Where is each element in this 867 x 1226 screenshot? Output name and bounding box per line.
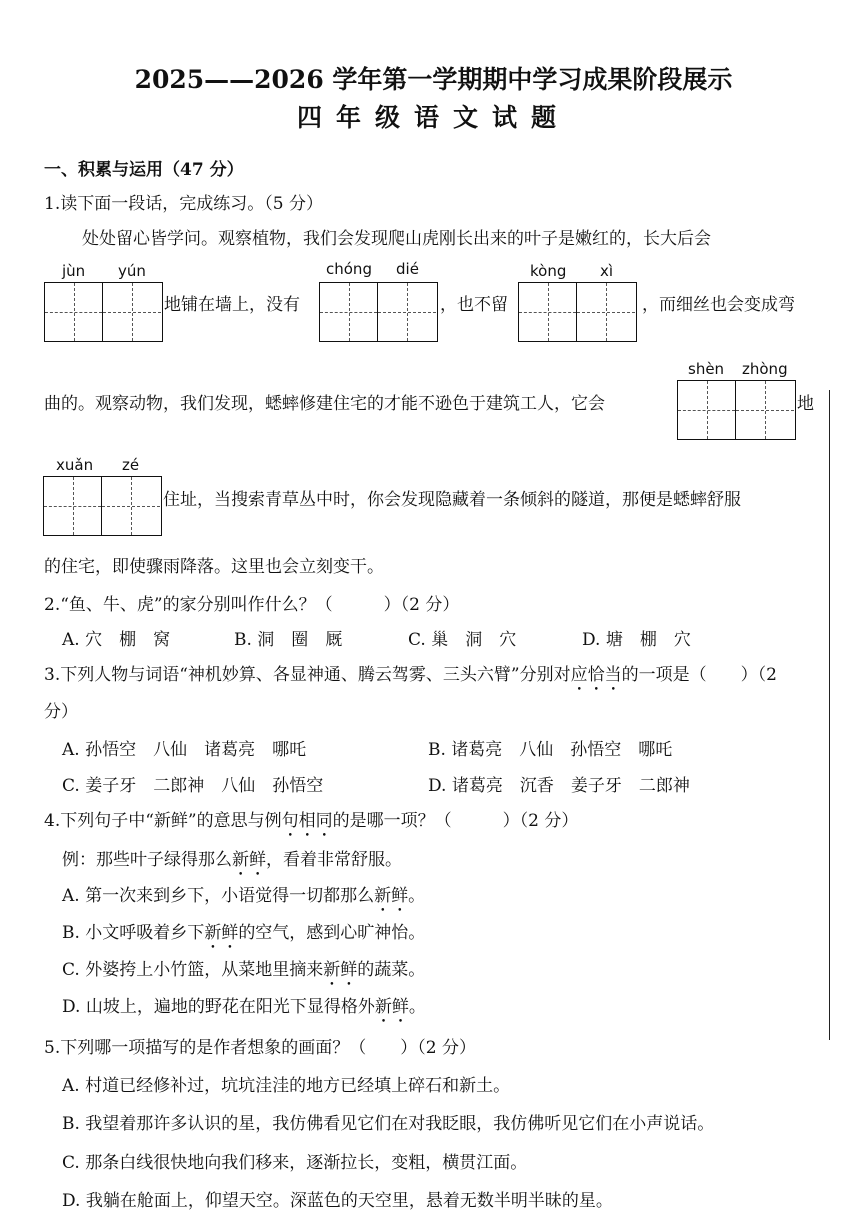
q4-stem-emphasis: 句相同 [281,811,333,831]
answer-box-4[interactable] [677,380,796,440]
char-cell[interactable] [44,477,102,535]
option-emphasis: 新鲜 [374,997,409,1017]
q1-seg3: ，而细丝也会变成弯 [642,295,795,315]
q3-option-b[interactable]: B. 诸葛亮 八仙 孙悟空 哪吒 [428,740,673,760]
q4-example [62,845,402,880]
option-text: 的空气，感到心旷神怡。 [238,923,426,943]
option-text: 的蔬菜。 [357,960,426,980]
q4-option-d[interactable] [62,992,426,1027]
pinyin-xi: xì [600,262,614,280]
answer-box-5[interactable] [43,476,162,536]
q4-stem [44,806,578,841]
pinyin-ze: zé [122,456,140,474]
q2-option-d[interactable]: D. 塘 棚 穴 [582,630,691,650]
section-heading: 一、积累与运用（47 分） [44,160,244,180]
q5-option-a[interactable]: A. 村道已经修补过，坑坑洼洼的地方已经填上碎石和新土。 [62,1076,511,1096]
q2-option-a[interactable]: A. 穴 棚 窝 [62,630,171,650]
q1-seg2: ，也不留 [440,295,508,315]
pinyin-kong: kòng [530,262,567,280]
char-cell[interactable] [378,283,436,341]
q2-option-b[interactable]: B. 洞 圈 厩 [234,630,343,650]
char-cell[interactable] [102,477,160,535]
q3-stem [44,660,777,695]
pinyin-chong: chóng [326,260,372,278]
char-cell[interactable] [577,283,635,341]
page-edge-divider [829,390,830,1040]
answer-box-2[interactable] [319,282,438,342]
exam-subtitle: 四年级语文试题 [296,103,570,132]
pinyin-die: dié [396,260,419,278]
q3-stem-part: 的一项是（ ）（2 [621,665,777,685]
q3-option-a[interactable]: A. 孙悟空 八仙 诸葛亮 哪吒 [62,740,307,760]
q3-option-c[interactable]: C. 姜子牙 二郎神 八仙 孙悟空 [62,776,324,796]
option-emphasis: 新鲜 [323,960,358,980]
char-cell[interactable] [678,381,736,439]
q3-stem-emphasis: 应恰当 [570,665,622,685]
char-cell[interactable] [519,283,577,341]
answer-box-3[interactable] [518,282,637,342]
q1-line3: 曲的。观察动物，我们发现，蟋蟀修建住宅的才能不逊色于建筑工人，它会 [44,394,605,414]
q2-stem: 2.“鱼、牛、虎”的家分别叫作什么？（ ）（2 分） [44,595,460,615]
answer-box-1[interactable] [44,282,163,342]
option-emphasis: 新鲜 [374,886,409,906]
q4-option-b[interactable] [62,918,425,953]
option-text: D. 山坡上，遍地的野花在阳光下显得格外 [62,997,375,1017]
q1-line4: 住址，当搜索青草丛中时，你会发现隐藏着一条倾斜的隧道，那便是蟋蟀舒服 [163,490,741,510]
q4-option-c[interactable] [62,955,425,990]
option-text: B. 小文呼吸着乡下 [62,923,205,943]
q1-line1: 处处留心皆学问。观察植物，我们会发现爬山虎刚长出来的叶子是嫩红的，长大后会 [82,229,711,249]
char-cell[interactable] [736,381,794,439]
option-emphasis: 新鲜 [204,923,239,943]
q4-option-a[interactable] [62,881,425,916]
char-cell[interactable] [45,283,103,341]
option-text: A. 第一次来到乡下，小语觉得一切都那么 [62,886,375,906]
q4-stem-part: 4.下列句子中“新鲜”的意思与例 [44,811,282,831]
q4-example-part: 例：那些叶子绿得那么 [62,850,232,870]
q1-seg4: 地 [797,394,814,414]
pinyin-zhong: zhòng [742,360,788,378]
option-text: C. 外婆挎上小竹篮，从菜地里摘来 [62,960,324,980]
q3-stem-cont: 分） [44,702,78,722]
q4-example-part: ，看着非常舒服。 [266,850,402,870]
pinyin-yun: yún [118,262,146,280]
q3-stem-part: 3.下列人物与词语“神机妙算、各显神通、腾云驾雾、三头六臂”分别对 [44,665,571,685]
q5-stem: 5.下列哪一项描写的是作者想象的画面？（ ）（2 分） [44,1038,476,1058]
q5-option-b[interactable]: B. 我望着那许多认识的星，我仿佛看见它们在对我眨眼，我仿佛听见它们在小声说话。 [62,1114,715,1134]
q5-option-c[interactable]: C. 那条白线很快地向我们移来，逐渐拉长，变粗，横贯江面。 [62,1153,528,1173]
char-cell[interactable] [103,283,161,341]
pinyin-xuan: xuǎn [56,456,94,474]
q1-line5: 的住宅，即使骤雨降落。这里也会立刻变干。 [44,557,384,577]
q3-option-d[interactable]: D. 诸葛亮 沉香 姜子牙 二郎神 [428,776,690,796]
q4-stem-part: 的是哪一项？（ ）（2 分） [332,811,579,831]
q2-option-c[interactable]: C. 巢 洞 穴 [408,630,517,650]
exam-title: 2025——2026 学年第一学期期中学习成果阶段展示 [134,65,733,94]
q4-example-emphasis: 新鲜 [232,850,266,870]
pinyin-shen: shèn [688,360,725,378]
pinyin-jun: jùn [62,262,86,280]
q1-seg1: 地铺在墙上，没有 [164,295,300,315]
option-text: 。 [408,886,426,906]
q1-stem: 1.读下面一段话，完成练习。（5 分） [44,194,323,214]
char-cell[interactable] [320,283,378,341]
option-text: 。 [408,997,426,1017]
q5-option-d[interactable]: D. 我躺在舱面上，仰望天空。深蓝色的天空里，悬着无数半明半昧的星。 [62,1191,613,1211]
